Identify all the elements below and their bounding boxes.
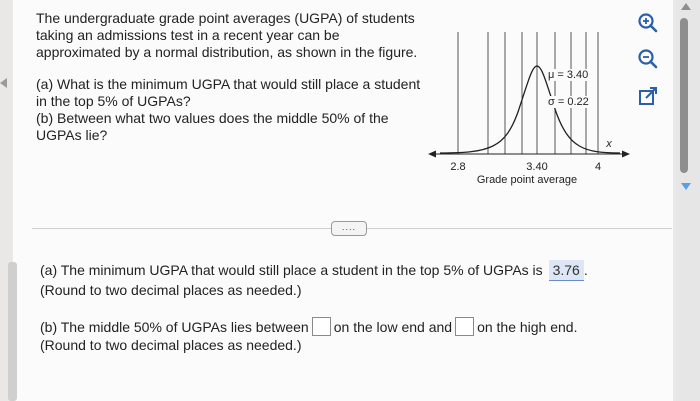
x-variable-label: x — [606, 138, 612, 150]
x-axis-right-arrow-icon — [622, 151, 630, 158]
question-intro: The undergraduate grade point averages (UGPA) of students taking an admissions test in a recent year can be approximated by a normal distribution, as shown in the figure. — [36, 10, 418, 60]
sigma-label: σ = 0.22 — [548, 96, 589, 108]
answer-a-round-note: (Round to two decimal places as needed.) — [40, 282, 302, 298]
scroll-up-arrow-icon[interactable] — [681, 3, 691, 10]
answer-a-period: . — [583, 262, 588, 278]
x-axis-left-arrow-icon — [428, 151, 436, 158]
answer-b-text-mid: on the low end and — [333, 319, 453, 335]
axis-caption: Grade point average — [476, 174, 578, 186]
zoom-in-icon[interactable] — [637, 12, 659, 34]
answer-a-text: (a) The minimum UGPA that would still place a student in the top 5% of UGPAs is — [40, 262, 543, 278]
tick-label-right: 4 — [594, 161, 602, 173]
mu-label: μ = 3.40 — [548, 69, 589, 81]
question-text — [36, 10, 426, 144]
answer-section — [40, 260, 640, 354]
normal-curve — [440, 66, 620, 153]
answer-a-line — [40, 260, 640, 281]
open-external-icon[interactable] — [637, 86, 659, 108]
left-side-tab[interactable] — [8, 262, 17, 401]
collapse-left-arrow-icon[interactable] — [0, 78, 7, 88]
answer-b-low-input[interactable] — [312, 317, 331, 336]
expand-button[interactable]: .... — [331, 221, 367, 236]
zoom-out-icon[interactable] — [637, 48, 659, 70]
answer-a-value[interactable]: 3.76 — [549, 260, 584, 281]
tick-label-mean: 3.40 — [526, 161, 548, 173]
answer-b-round-note: (Round to two decimal places as needed.) — [40, 337, 302, 353]
question-part-b: (b) Between what two values does the middle 50% of the UGPAs lie? — [36, 110, 389, 143]
answer-b-line — [40, 317, 640, 336]
answer-b-text-start: (b) The middle 50% of UGPAs lies between — [40, 319, 309, 335]
question-part-a: (a) What is the minimum UGPA that would still place a student in the top 5% of UGPAs? — [36, 76, 421, 109]
answer-b-high-input[interactable] — [455, 317, 474, 336]
answer-b-text-end: on the high end. — [477, 319, 578, 335]
scroll-down-arrow-icon[interactable] — [681, 183, 691, 190]
normal-curve-svg — [420, 20, 640, 195]
normal-distribution-figure — [420, 20, 640, 195]
tick-label-left: 2.8 — [450, 161, 466, 173]
scrollbar-thumb[interactable] — [680, 18, 688, 173]
